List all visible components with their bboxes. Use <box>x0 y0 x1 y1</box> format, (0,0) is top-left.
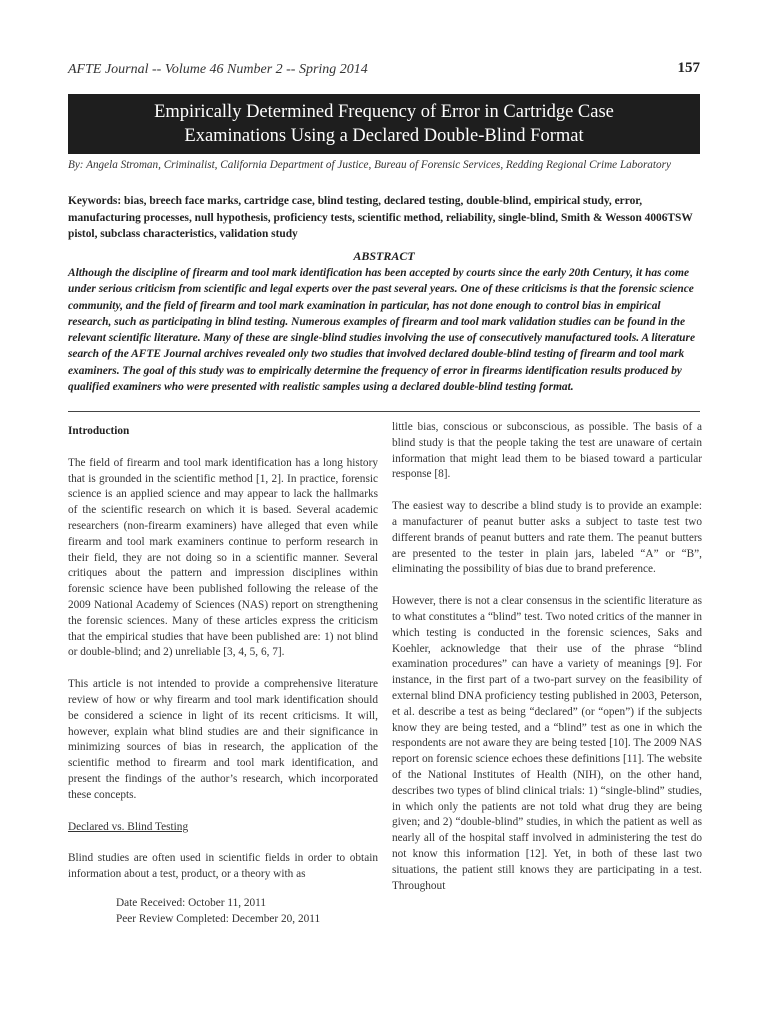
article-title-line-2: Examinations Using a Declared Double-Blind Format <box>184 126 584 146</box>
page-number: 157 <box>677 60 700 76</box>
abstract-heading: ABSTRACT <box>353 249 415 263</box>
article-title-line-1: Empirically Determined Frequency of Error in Cartridge Case <box>154 102 614 122</box>
paragraph: The field of firearm and tool mark identification has a long history that is grounded in the scientific method [1, 2]. In practice, forensic science is an applied science and may appear to lack the hallmarks of the scientific research on which it is based. Several academic researchers (non-firearm examiners) have alleged that even while firearm and tool mark examiners continue to perform research in their field, they are not doing so in a scientific manner. Several critiques about the pattern and impression disciplines within forensic science have been published following the release of the 2009 National Academy of Sciences (NAS) report on strengthening the forensic sciences. Many of these articles express the criticism that the empirical studies that have been published are: 1) not blind or double-blind; and 2) unreliable [3, 4, 5, 6, 7]. <box>68 456 378 659</box>
left-column <box>68 424 378 927</box>
paragraph: Blind studies are often used in scientific fields in order to obtain information about a test, product, or a theory with as <box>68 852 378 881</box>
paragraph: The easiest way to describe a blind study is to provide an example: a manufacturer of peanut butter asks a subject to taste test two different brands of peanut butters and rate them. The peanut butters are presented to the tester in plain jars, labeled “A” or “B”, eliminating the possibility of bias due to brand preference. <box>392 500 702 576</box>
subsection-heading: Declared vs. Blind Testing <box>68 820 189 833</box>
journal-citation: AFTE Journal -- Volume 46 Number 2 -- Spring 2014 <box>68 62 368 77</box>
author-byline: By: Angela Stroman, Criminalist, California Department of Justice, Bureau of Forensic Services, Redding Regional Crime Laboratory <box>68 159 671 171</box>
peer-review-date: Peer Review Completed: December 20, 2011 <box>116 912 321 925</box>
article-title-banner <box>68 94 700 154</box>
abstract-text: Although the discipline of firearm and tool mark identification has been accepted by courts since the early 20th Century, it has come under serious criticism from scientific and legal experts over the past several years. One of these criticisms is that the forensic science community, and the field of firearm and tool mark examination in particular, has not done enough to control bias in empirical research, such as participating in blind testing. Numerous examples of firearm and tool mark validation studies can be found in the relevant scientific literature. Many of these are single-blind studies involving the use of consecutively manufactured tools. A literature search of the AFTE Journal archives revealed only two studies that involved declared double-blind testing of firearm and tool mark examiners. The goal of this study was to empirically determine the frequency of error in firearms identification results produced by qualified examiners who were presented with realistic samples using a declared double-blind testing format. <box>68 267 696 394</box>
paragraph: little bias, conscious or subconscious, as possible. The basis of a blind study is that the people taking the test are unaware of certain information that might lead them to be biased toward a particular response [8]. <box>392 421 702 481</box>
right-column <box>392 420 702 894</box>
paragraph: This article is not intended to provide a comprehensive literature review of how or why firearm and tool mark identification should be considered a science in light of its recent criticisms. It will, however, explain what blind studies are and their significance in minimizing sources of bias in research, the application of the scientific method to firearm and tool mark identification, and present the findings of the author’s research, which incorporated these concepts. <box>68 678 378 801</box>
introduction-heading: Introduction <box>68 425 130 437</box>
keywords: Keywords: bias, breech face marks, cartridge case, blind testing, declared testing, double-blind, empirical study, error, manufacturing processes, null hypothesis, proficiency tests, scientific method, reliability, single-blind, Smith & Wesson 4006TSW pistol, subclass characteristics, validation study <box>68 195 693 240</box>
section-divider <box>68 411 700 412</box>
date-received: Date Received: October 11, 2011 <box>116 896 267 909</box>
paragraph: However, there is not a clear consensus in the scientific literature as to what constitutes a “blind” test. Two noted critics of the manner in which testing is conducted in the forensic sciences, Saks and Koehler, acknowledge that their use of the phrase “blind examination procedures” can have a variety of meanings [9]. For instance, in the first part of a two-part survey on the feasibility of external blind DNA proficiency testing published in 2003, Peterson, et al. describe a test as being “declared” (or “open”) if the subjects know they are being tested, and a “blind” test as one in which the respondents are not aware they are being tested [10]. The 2009 NAS report on forensic science echoes these definitions [11]. The website of the National Institutes of Health (NIH), on the other hand, describes two types of blind clinical trials: 1) “single-blind” studies, in which only the patients are not told what drug they are being given; and 2) “double-blind” studies, in which the patient as well as nearly all of the hospital staff involved in administering the test do not know this information [12]. Yet, in both of these last two situations, the patient still knows they are participating in a test. Throughout <box>392 595 702 892</box>
running-header <box>68 62 700 84</box>
